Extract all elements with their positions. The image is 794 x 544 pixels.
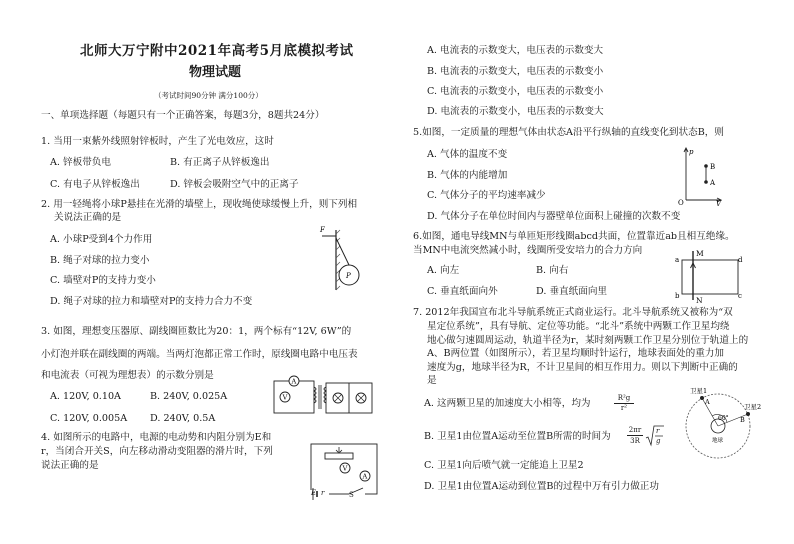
q7-option-d: D. 卫星1由位置A运动到位置B的过程中万有引力做正功 [424, 481, 659, 492]
q4-voltmeter-label: V [342, 464, 348, 473]
q5-axis-v: V [716, 200, 722, 206]
q3-ammeter-label: A [291, 377, 297, 386]
q1-option-d: D. 锌板会吸附空气中的正离子 [170, 179, 299, 190]
q7-label-a: A [705, 398, 710, 406]
q6-wire-coil-figure [672, 248, 744, 304]
q7-label-sat1: 卫星1 [690, 387, 708, 395]
q5-point-b: B [710, 163, 716, 171]
q3-stem-line2: 小灯泡并联在副线圈的两端。当两灯泡都正常工作时，原线圈电路中电压表 [41, 349, 358, 360]
q7-label-sat2: 卫星2 [744, 403, 762, 411]
q2-fig-label-p: P [346, 272, 351, 280]
q7-b-coef-denominator: 3R [630, 437, 640, 445]
q7-label-angle: 60° [718, 415, 729, 422]
q7-b-sqrt-numerator: r [656, 427, 660, 435]
q2-wall-ball-figure [318, 222, 364, 292]
q5-axis-p: p [689, 148, 694, 156]
q3-stem-line1: 3. 如图，理想变压器原、副线圈匝数比为20：1，两个标有“12V, 6W”的 [41, 326, 352, 337]
q4-fig-label-e: E [311, 489, 317, 497]
q6-option-d: D. 垂直纸面向里 [536, 286, 608, 297]
exam-title: 北师大万宁附中2021年高考5月底模拟考试 [80, 43, 354, 59]
q7-orbit-figure [676, 384, 766, 464]
q5-stem: 5.如图，一定质量的理想气体由状态A沿平行纵轴的直线变化到状态B，则 [413, 127, 724, 138]
q6-label-b: b [675, 292, 680, 300]
q3-option-d: D. 240V, 0.5A [150, 413, 216, 424]
q3-transformer-figure [270, 375, 376, 420]
q7-b-coef-bar [627, 435, 643, 436]
q7-b-coef-numerator: 2πr [628, 426, 642, 434]
q6-label-m: M [696, 249, 704, 258]
q2-option-d: D. 绳子对球的拉力和墙壁对P的支持力合力不变 [50, 296, 253, 307]
q3-option-c: C. 120V, 0.005A [50, 413, 128, 424]
q4-option-a: A. 电流表的示数变大，电压表的示数变大 [427, 45, 604, 56]
q2-option-c: C. 墙壁对P的支持力变小 [50, 275, 156, 286]
subject-title: 物理试题 [189, 65, 242, 80]
q2-stem-line2: 关说法正确的是 [54, 212, 122, 223]
q6-stem-line2: 当MN中电流突然减小时，线圈所受安培力的合力方向 [413, 245, 643, 256]
q3-option-a: A. 120V, 0.10A [50, 391, 121, 402]
q4-stem-line2: r，当闭合开关S，向左移动滑动变阻器的滑片时，下列 [41, 446, 273, 457]
q6-label-c: c [738, 292, 742, 300]
q7-stem-line6: 是 [427, 375, 437, 386]
q4-option-c: C. 电流表的示数变小，电压表的示数变小 [427, 86, 604, 97]
q6-label-d: d [738, 256, 743, 264]
q2-fig-label-f: F [320, 226, 325, 234]
q4-fig-label-s: S [349, 491, 354, 499]
q5-origin: O [678, 199, 684, 206]
q7-option-b: B. 卫星1由位置A运动至位置B所需的时间为 [424, 431, 611, 442]
q1-stem: 1. 当用一束紫外线照射锌板时，产生了光电效应，这时 [41, 136, 274, 147]
q5-option-a: A. 气体的温度不变 [427, 149, 508, 160]
q7-label-b: B [740, 416, 745, 424]
q4-ammeter-label: A [362, 472, 368, 481]
q7-option-a: A. 这两颗卫星的加速度大小相等，均为 [424, 398, 591, 409]
q7-option-c: C. 卫星1向后喷气就一定能追上卫星2 [424, 460, 584, 471]
q3-voltmeter-label: V [282, 393, 288, 402]
q6-option-c: C. 垂直纸面向外 [427, 286, 498, 297]
q7-stem-line2: 星定位系统”，具有导航、定位等功能。“北斗”系统中两颗工作卫星均绕 [427, 321, 730, 332]
q3-stem-line3: 和电流表（可视为理想表）的示数分别是 [41, 370, 214, 381]
q4-stem-line1: 4. 如图所示的电路中，电源的电动势和内阻分别为E和 [41, 432, 272, 443]
q7-stem-line1: 7. 2012年我国宣布北斗导航系统正式商业运行。北斗导航系统又被称为“双 [413, 307, 733, 318]
q7-a-formula-numerator: R²g [617, 394, 631, 402]
q5-option-d: D. 气体分子在单位时间内与器壁单位面积上碰撞的次数不变 [427, 211, 681, 222]
q4-option-d: D. 电流表的示数变小，电压表的示数变大 [427, 106, 604, 117]
q7-stem-line5: 速度为g，地球半径为R，不计卫星间的相互作用力。则以下判断中正确的 [427, 362, 738, 373]
q2-option-a: A. 小球P受到4个力作用 [50, 234, 153, 245]
q1-option-c: C. 有电子从锌板逸出 [50, 179, 140, 190]
q6-option-b: B. 向右 [536, 265, 569, 276]
q5-point-a: A [710, 179, 716, 187]
q2-stem-line1: 2. 用一轻绳将小球P悬挂在光滑的墙壁上，现收绳使球缓慢上升，则下列相 [41, 199, 358, 210]
q5-option-c: C. 气体分子的平均速率减少 [427, 190, 546, 201]
q7-label-earth: 地球 [712, 438, 724, 444]
q1-option-b: B. 有正离子从锌板逸出 [170, 157, 270, 168]
q4-stem-line3: 说法正确的是 [41, 460, 99, 471]
q6-label-a: a [675, 256, 680, 264]
q4-fig-label-r: r [321, 489, 325, 497]
q2-option-b: B. 绳子对球的拉力变小 [50, 255, 150, 266]
q7-stem-line4: A、B两位置（如图所示），若卫星均顺时针运行，地球表面处的重力加 [427, 348, 724, 359]
q7-stem-line3: 地心做匀速圆周运动，轨道半径为r，某时刻两颗工作卫星分别位于轨道上的 [427, 335, 749, 346]
q6-stem-line1: 6.如图，通电导线MN与单匝矩形线圈abcd共面，位置靠近ab且相互绝缘。 [413, 231, 735, 242]
exam-info: （考试时间90分钟 满分100分） [154, 91, 263, 100]
q4-option-b: B. 电流表的示数变大，电压表的示数变小 [427, 66, 604, 77]
q5-pv-graph [676, 144, 724, 206]
q3-option-b: B. 240V, 0.025A [150, 391, 228, 402]
q6-option-a: A. 向左 [427, 265, 460, 276]
q5-option-b: B. 气体的内能增加 [427, 170, 508, 181]
section-heading: 一、单项选择题（每题只有一个正确答案，每题3分，8题共24分） [41, 110, 325, 121]
q7-b-sqrt-sign [645, 424, 665, 448]
q7-b-sqrt-denominator: g [656, 437, 661, 445]
q7-a-formula-denominator: r² [620, 404, 628, 412]
q4-circuit-figure [305, 440, 385, 500]
q6-label-n: N [696, 296, 703, 304]
q1-option-a: A. 锌板带负电 [50, 157, 111, 168]
